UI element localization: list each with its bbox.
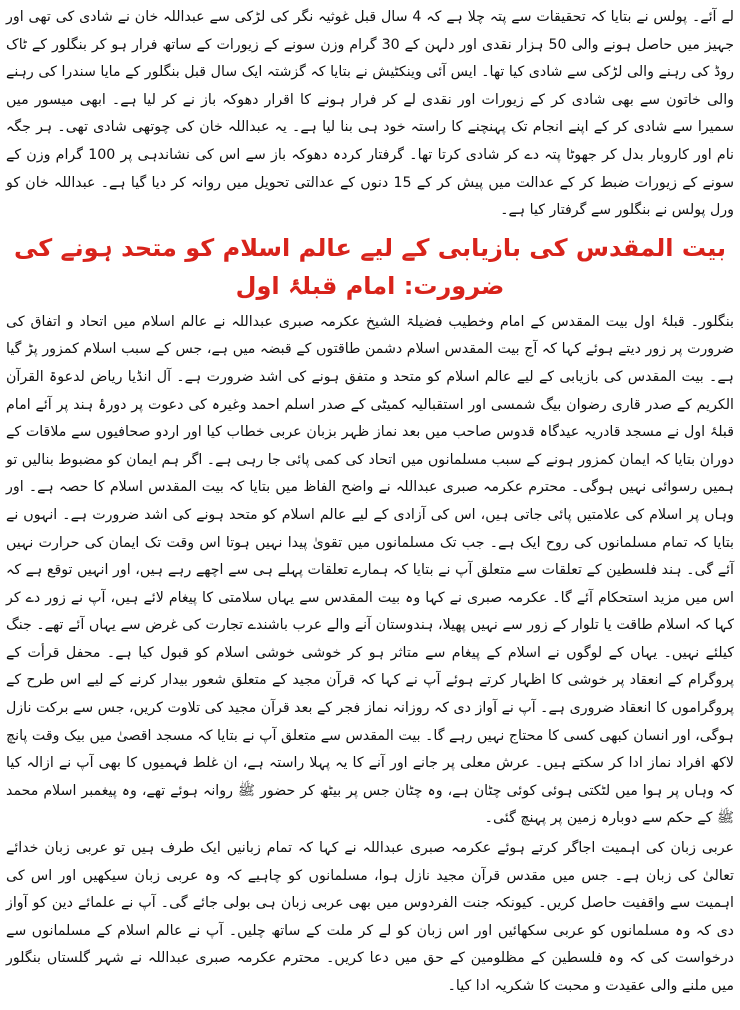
article-headline: بیت المقدس کی بازیابی کے لیے عالم اسلام کو متحد ہونے کی ضرورت: امام قبلۂ اول [13,233,727,300]
body-paragraph-1: بنگلور۔ قبلۂ اول بیت المقدس کے امام وخطیب فضیلۃ الشیخ عکرمہ صبری عبداللہ نے عالم اسلام میں اتحاد و اتفاق کی ضرورت پر زور دیتے ہوئے کہا کہ آج بیت المقدس اسلام دشمن طاقتوں کے قبضہ میں ہے، جس کے سبب اسلام کمزور پڑ گیا ہے۔ بیت المقدس کی بازیابی کے لیے عالم اسلام کو متحد و متفق ہونے کی اشد ضرورت ہے۔ آل انڈیا ریاض لدعوۃ القرآن الکریم کے صدر قاری رضوان بیگ شمسی اور استقبالیہ کمیٹی کے صدر اسلم احمد وغیرہ کی دعوت پر دورۂ ہند پر آئے امام قبلۂ اول نے مسجد قادریہ عیدگاہ قدوس صاحب میں بعد نماز ظہر بزبان عربی خطاب کیا اور اردو صحافیوں سے ملاقات کے دوران بتایا کہ ایمان کمزور ہونے کے سبب مسلمانوں میں اتحاد کی کمی پائی جا رہی ہے۔ اگر ہم ایمان کو مضبوط بنالیں تو ہمیں رسوائی نہیں ہوگی۔ محترم عکرمہ صبری عبداللہ نے واضح الفاظ میں بتایا کہ بیت المقدس اسلام کا حصہ ہے۔ اور وہاں پر اسلام کی علامتیں پائی جاتی ہیں، اس کی آزادی کے لیے عالم اسلام کو متحد ہونے کی اشد ضرورت ہے۔ انہوں نے بتایا کہ تمام مسلمانوں کی روح ایک ہے۔ جب تک مسلمانوں میں تقویٰ پیدا نہیں ہوتا اس وقت تک ایمان کی حرارت نہیں آئے گی۔ ہند فلسطین کے تعلقات سے متعلق آپ نے بتایا کہ ہمارے تعلقات پہلے ہی سے اچھے رہے ہیں، اور انہیں توقع ہے کہ اس میں مزید استحکام آئے گا۔ عکرمہ صبری نے کہا وہ بیت المقدس سے یہاں سلامتی کا پیغام لائے ہیں، آپ نے زور دے کر کہا کہ اسلام طاقت یا تلوار کے زور سے نہیں پھیلا، ہندوستان آنے والے عرب باشندے تجارت کی غرض سے یہاں آئے تھے۔ جنگ کیلئے نہیں۔ یہاں کے لوگوں نے اسلام کے پیغام سے متاثر ہو کر خوشی خوشی اسلام کو قبول کیا ہے۔ محفل قرأت کے پروگرام کے انعقاد پر خوشی کا اظہار کرتے ہوئے آپ نے کہا کہ قرآن مجید کے متعلق شعور بیدار کرنے کے لیے اس طرح کے پروگراموں کا انعقاد ضروری ہے۔ آپ نے آواز دی کہ روزانہ نماز فجر کے بعد قرآن مجید کی تلاوت کریں، جس سے برکت نازل ہوگی، اور انسان کبھی کسی کا محتاج نہیں رہے گا۔ بیت المقدس سے متعلق آپ نے بتایا کہ مسجد اقصیٰ میں بیک وقت پانچ لاکھ افراد نماز ادا کر سکتے ہیں۔ عرش معلی پر جانے اور آنے کا یہ پہلا راستہ ہے، ان غلط فہمیوں کا بھی آپ نے ازالہ کیا کہ وہاں پر ہوا میں لٹکتی ہوئی کوئی چٹان ہے، وہ چٹان جس پر بیٹھ کر حضور ﷺ روانہ ہوئے تھے، وہ پیغمبر اسلام محمد ﷺ کے حکم سے دوبارہ زمین پر پہنچ گئی۔ [6,313,734,827]
intro-paragraph: لے آئے۔ پولس نے بتایا کہ تحقیقات سے پتہ چلا ہے کہ 4 سال قبل غوثیہ نگر کی لڑکی سے عبداللہ خان نے شادی کی تھی اور جہیز میں حاصل ہونے والی 50 ہزار نقدی اور دلہن کے 30 گرام وزن سونے کے زیورات کے ساتھ فرار ہو کر بنگلور کے ٹاک روڈ کی رہنے والی لڑکی سے شادی کیا تھا۔ ایس آئی وینکٹیش نے بتایا کہ گزشتہ ایک سال قبل بنگلور کے مایا سندرا کی رہنے والی خاتون سے بھی شادی کر کے زیورات اور نقدی لے کر فرار ہونے کا اقرار دھوکہ باز نے کر لیا ہے۔ ابھی میسور میں سمیرا سے شادی کر کے اپنے انجام تک پہنچنے کا راستہ خود ہی بنا لیا ہے۔ یہ عبداللہ خان کی چوتھی شادی تھی۔ ہر جگہ نام اور کاروبار بدل کر جھوٹا پتہ دے کر شادی کرتا تھا۔ گرفتار کردہ دھوکہ باز سے اس کی نشاندہی پر 100 گرام وزن کے سونے کے زیورات ضبط کر کے عدالت میں پیش کر کے 15 دنوں کے عدالتی تحویل میں روانہ کر دیا گیا ہے۔ عبداللہ خان کو ورل پولس نے بنگلور سے گرفتار کیا ہے۔ [6,9,734,219]
body-paragraph-2: عربی زبان کی اہمیت اجاگر کرتے ہوئے عکرمہ صبری عبداللہ نے کہا کہ تمام زبانیں ایک طرف ہیں تو عربی زبان خدائے تعالیٰ کی زبان ہے۔ جس میں مقدس قرآن مجید نازل ہوا، مسلمانوں کو چاہیے کہ وہ عربی زبان سیکھیں اور اس کی اہمیت سے واقفیت حاصل کریں۔ کیونکہ جنت الفردوس میں بھی عربی زبان ہی بولی جائے گی۔ آپ نے علمائے دین کو آواز دی کہ وہ مسلمانوں کو عربی سکھائیں اور اس زبان کو لے کر ملت کے ساتھ چلیں۔ آپ نے عالم اسلام کے مسلمانوں سے درخواست کی کہ وہ فلسطین کے مظلومین کے حق میں دعا کریں۔ محترم عکرمہ صبری عبداللہ نے شہر گلستاں بنگلور میں ملنے والی عقیدت و محبت کا شکریہ ادا کیا۔ [6,840,734,994]
